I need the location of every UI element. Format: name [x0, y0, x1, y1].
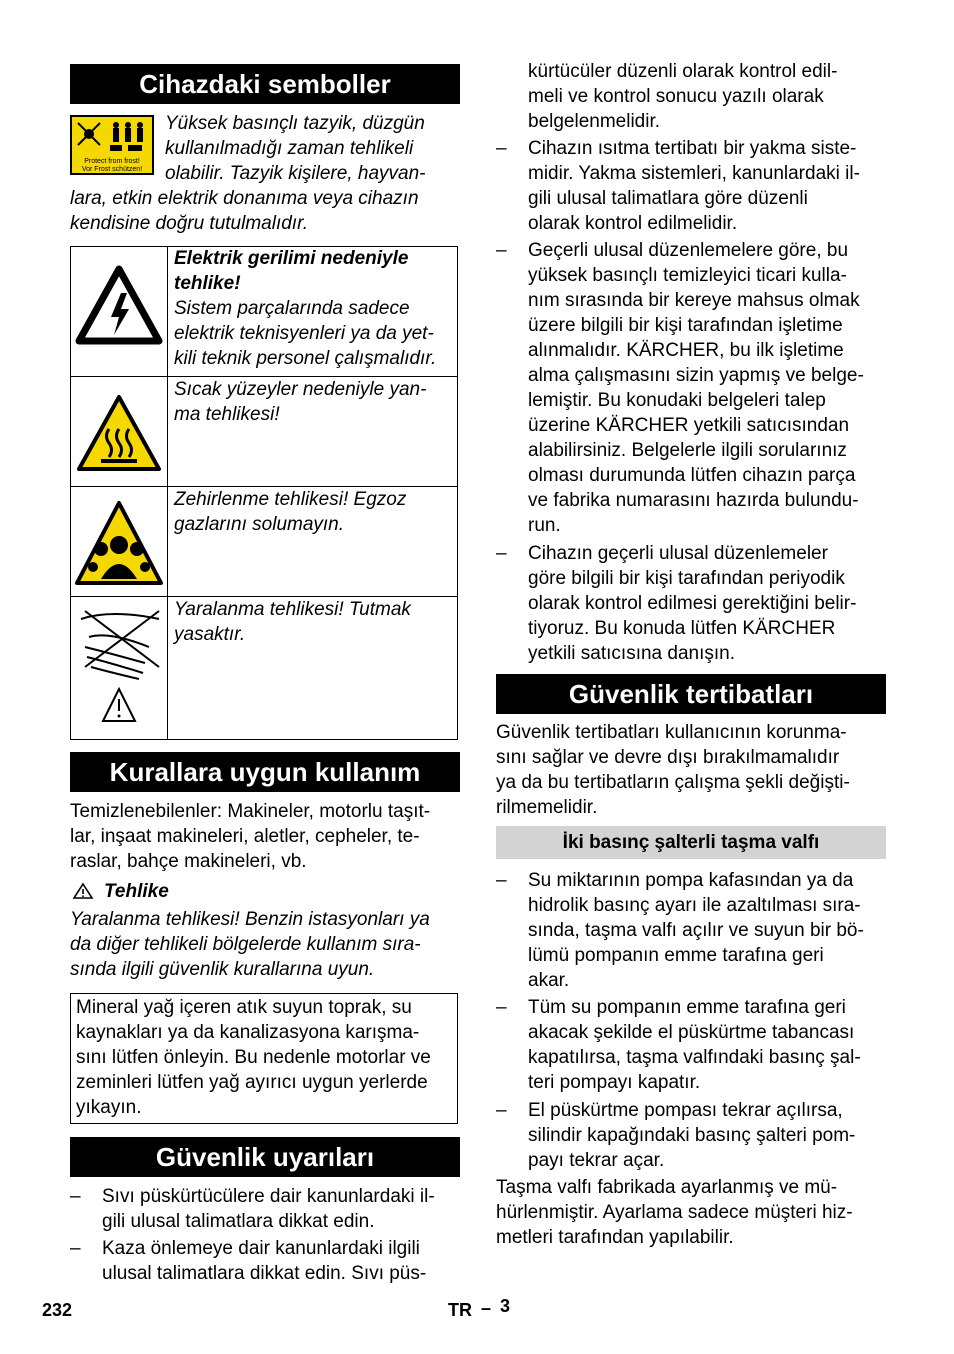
bullet-text-line: El püskürtme pompası tekrar açılırsa,: [528, 1100, 843, 1121]
bullet-text-line: olması durumunda lütfen cihazın parça: [528, 465, 856, 486]
no-grip-icon: [71, 597, 168, 740]
bullet-text-line: ulusal talimatlara dikkat edin. Sıvı püs-: [102, 1263, 427, 1284]
bullet-text-line: göre bilgili bir kişi tarafından periyodik: [528, 568, 845, 589]
hot-surface-text-line: ma tehlikesi!: [174, 404, 280, 425]
final-text-line: Taşma valfı fabrikada ayarlanmış ve mü-: [496, 1177, 838, 1198]
bullet-text-line: Su miktarının pompa kafasından ya da: [528, 870, 854, 891]
hot-surface-text-line: Sıcak yüzeyler nedeniyle yan-: [174, 379, 427, 400]
bullet-text-line: yüksek basınçlı temizleyici ticari kulla-: [528, 265, 847, 286]
bullet-text-line: alma çalışmasını sizin yapmış ve belge-: [528, 365, 864, 386]
electric-text-line: kili teknik personel çalışmalıdır.: [174, 348, 437, 369]
electric-title-line: tehlike!: [174, 273, 241, 294]
bullet-text-line: olarak kontrol edilmesi gerektiğini belir-: [528, 593, 857, 614]
bullet-text-line: Tüm su pompanın emme tarafına geri: [528, 997, 846, 1018]
subsection-title-valve: İki basınç şalterli taşma valfı: [496, 826, 886, 859]
list-item: – Kaza önlemeye dair kanunlardaki ilgili ulusal talimatlara dikkat edin. Sıvı püs-: [70, 1236, 460, 1286]
bullet-text-line: lümü pompanın emme tarafına geri: [528, 945, 824, 966]
symbol-row-electric: [71, 247, 457, 376]
bullet-text-line: silindir kapağındaki basınç şalteri pom-: [528, 1125, 856, 1146]
section-title-usage: Kurallara uygun kullanım: [70, 752, 460, 792]
list-item: – El püskürtme pompası tekrar açılırsa, silindir kapağındaki basınç şalteri pom- payı tekrar açar.: [496, 1098, 886, 1173]
devices-text-line: Güvenlik tertibatları kullanıcının korunma-: [496, 722, 847, 743]
bullet-text-line: üzere bilgili bir kişi tarafından işletime: [528, 315, 843, 336]
bullet-text-line: payı tekrar açar.: [528, 1150, 665, 1171]
bullet-text-line: Sıvı püskürtücülere dair kanunlardaki il-: [102, 1186, 435, 1207]
list-item: – Cihazın ısıtma tertibatı bir yakma siste- midir. Yakma sistemleri, kanunlardaki il- gili ulusal talimatlara göre düzenli olarak kontrol edilmelidir.: [496, 136, 886, 236]
list-item: – Su miktarının pompa kafasından ya da hidrolik basınç ayarı ile azaltılması sıra- sında, taşma valfı açılır ve suyun bir bö- lümü pompanın emme tarafına geri akar.: [496, 868, 886, 993]
bullet-text-line: Cihazın geçerli ulusal düzenlemeler: [528, 543, 828, 564]
danger-text-line: Yaralanma tehlikesi! Benzin istasyonları ya: [70, 909, 430, 930]
page-number: 232: [42, 1300, 73, 1320]
box-text-line: kaynakları ya da kanalizasyona karışma-: [76, 1022, 420, 1043]
intro-text-line: lara, etkin elektrik donanıma veya cihazın: [70, 188, 419, 209]
electric-text-line: Sistem parçalarında sadece: [174, 298, 410, 319]
no-grip-text-line: yasaktır.: [174, 624, 246, 645]
electric-hazard-icon: [71, 247, 168, 376]
list-item: – Sıvı püskürtücülere dair kanunlardaki il- gili ulusal talimatlara dikkat edin.: [70, 1184, 460, 1234]
list-item: – Tüm su pompanın emme tarafına geri akacak şekilde el püskürtme tabancası kapatılırsa, taşma valfındaki basınç şal- teri pompayı kapatır.: [496, 995, 886, 1095]
electric-text-line: elektrik teknisyenleri ya da yet-: [174, 323, 434, 344]
footer-dash: –: [481, 1298, 492, 1318]
box-text-line: sını lütfen önleyin. Bu nedenle motorlar ve: [76, 1047, 431, 1068]
bullet-text-line: alabilirsiniz. Belgelerle ilgili sorularınız: [528, 440, 847, 461]
section-title-symbols: Cihazdaki semboller: [70, 64, 460, 104]
section-title-devices: Güvenlik tertibatları: [496, 674, 886, 714]
svg-text:Vor Frost schützen!: Vor Frost schützen!: [81, 166, 143, 173]
bullet-text-line: alınmalıdır. KÄRCHER, bu ilk işletime: [528, 340, 844, 361]
danger-label: Tehlike: [104, 881, 169, 902]
bullet-text-line: kapatılırsa, taşma valfındaki basınç şal-: [528, 1047, 861, 1068]
toxic-text-line: Zehirlenme tehlikesi! Egzoz: [174, 489, 407, 510]
warning-triangle-icon: [72, 882, 94, 900]
final-text-line: hürlenmiştir. Ayarlama sadece müşteri hiz-: [496, 1202, 853, 1223]
bullet-text-line: olarak kontrol edilmelidir.: [528, 213, 738, 234]
bullet-text-line: üzerine KÄRCHER yetkili satıcısından: [528, 415, 850, 436]
bullet-text-line: akacak şekilde el püskürtme tabancası: [528, 1022, 855, 1043]
list-item: – Cihazın geçerli ulusal düzenlemeler göre bilgili bir kişi tarafından periyodik olarak kontrol edilmesi gerektiğini belir- tiyoruz. Bu konuda lütfen KÄRCHER yetkili satıcısına danışın.: [496, 541, 886, 666]
final-text-line: metleri tarafından yapılabilir.: [496, 1227, 734, 1248]
list-item: – Geçerli ulusal düzenlemelere göre, bu yüksek basınçlı temizleyici ticari kulla- nım sırasında bir kereye mahsus olmak üzere bilgili bir kişi tarafından işletime alınmalıdır. KÄRCHER, bu ilk işletime alma çalışmasını sizin yapmış ve belge- lemiştir. Bu konudaki belgeleri talep üzerine KÄRCHER yetkili satıcısından alabilirsiniz. Belgelerle ilgili sorularınız olması durumunda lütfen cihazın parça ve fabrika numarasını hazırda bulundu- run.: [496, 238, 886, 538]
symbol-row-hot-surface: [71, 376, 457, 487]
intro-text-line: kullanılmadığı zaman tehlikeli: [165, 138, 414, 159]
toxic-gas-icon: [71, 487, 168, 597]
intro-text-line: olabilir. Tazyik kişilere, hayvan-: [165, 163, 426, 184]
bullet-text-line: Geçerli ulusal düzenlemelere göre, bu: [528, 240, 849, 261]
bullet-text-line: nım sırasında bir kereye mahsus olmak: [528, 290, 860, 311]
continued-text-line: meli ve kontrol sonucu yazılı olarak: [528, 86, 824, 107]
symbol-table: [70, 246, 458, 740]
bullet-text-line: midir. Yakma sistemleri, kanunlardaki il-: [528, 163, 860, 184]
svg-text:Protect from frost!: Protect from frost!: [84, 158, 140, 165]
devices-text-line: sını sağlar ve devre dışı bırakılmamalıdır: [496, 747, 840, 768]
bullet-text-line: ve fabrika numarasını hazırda bulundu-: [528, 490, 859, 511]
intro-text-line: Yüksek basınçlı tazyik, düzgün: [165, 113, 425, 134]
bullet-text-line: gili ulusal talimatlara dikkat edin.: [102, 1211, 375, 1232]
bullet-text-line: akar.: [528, 970, 570, 991]
bullet-text-line: sında, taşma valfı açılır ve suyun bir bö-: [528, 920, 864, 941]
bullet-text-line: teri pompayı kapatır.: [528, 1072, 701, 1093]
bullet-text-line: yetkili satıcısına danışın.: [528, 643, 735, 664]
symbol-row-no-grip: [71, 596, 457, 740]
danger-text-line: sında ilgili güvenlik kurallarına uyun.: [70, 959, 375, 980]
devices-text-line: ya da bu tertibatların çalışma şekli değişti-: [496, 772, 850, 793]
bullet-text-line: hidrolik basınç ayarı ile azaltılması sıra-: [528, 895, 861, 916]
box-text-line: yıkayın.: [76, 1097, 142, 1118]
high-pressure-sticker-icon: [70, 115, 154, 175]
bullet-text-line: lemiştir. Bu konudaki belgeleri talep: [528, 390, 826, 411]
symbol-row-toxic: [71, 486, 457, 597]
bullet-text-line: Kaza önlemeye dair kanunlardaki ilgili: [102, 1238, 420, 1259]
bullet-text-line: run.: [528, 515, 561, 536]
electric-title-line: Elektrik gerilimi nedeniyle: [174, 248, 409, 269]
intro-text-line: kendisine doğru tutulmalıdır.: [70, 213, 308, 234]
sub-page-number: 3: [500, 1296, 511, 1316]
bullet-text-line: gili ulusal talimatlara göre düzenli: [528, 188, 808, 209]
section-title-warnings: Güvenlik uyarıları: [70, 1137, 460, 1177]
continued-text-line: belgelenmelidir.: [528, 111, 661, 132]
language-code: TR: [448, 1300, 472, 1320]
usage-text-line: Temizlenebilenler: Makineler, motorlu taşıt-: [70, 801, 431, 822]
usage-text-line: lar, inşaat makineleri, aletler, cepheler, te-: [70, 826, 420, 847]
box-text-line: zeminleri lütfen yağ ayırıcı uygun yerlerde: [76, 1072, 428, 1093]
bullet-text-line: tiyoruz. Bu konuda lütfen KÄRCHER: [528, 618, 836, 639]
hot-surface-icon: [71, 377, 168, 487]
box-text-line: Mineral yağ içeren atık suyun toprak, su: [76, 997, 412, 1018]
bullet-text-line: Cihazın ısıtma tertibatı bir yakma siste-: [528, 138, 857, 159]
toxic-text-line: gazlarını solumayın.: [174, 514, 345, 535]
devices-text-line: rilmemelidir.: [496, 797, 598, 818]
continued-text-line: kürtücüler düzenli olarak kontrol edil-: [528, 61, 838, 82]
no-grip-text-line: Yaralanma tehlikesi! Tutmak: [174, 599, 411, 620]
danger-text-line: da diğer tehlikeli bölgelerde kullanım sıra-: [70, 934, 421, 955]
usage-text-line: raslar, bahçe makineleri, vb.: [70, 851, 307, 872]
